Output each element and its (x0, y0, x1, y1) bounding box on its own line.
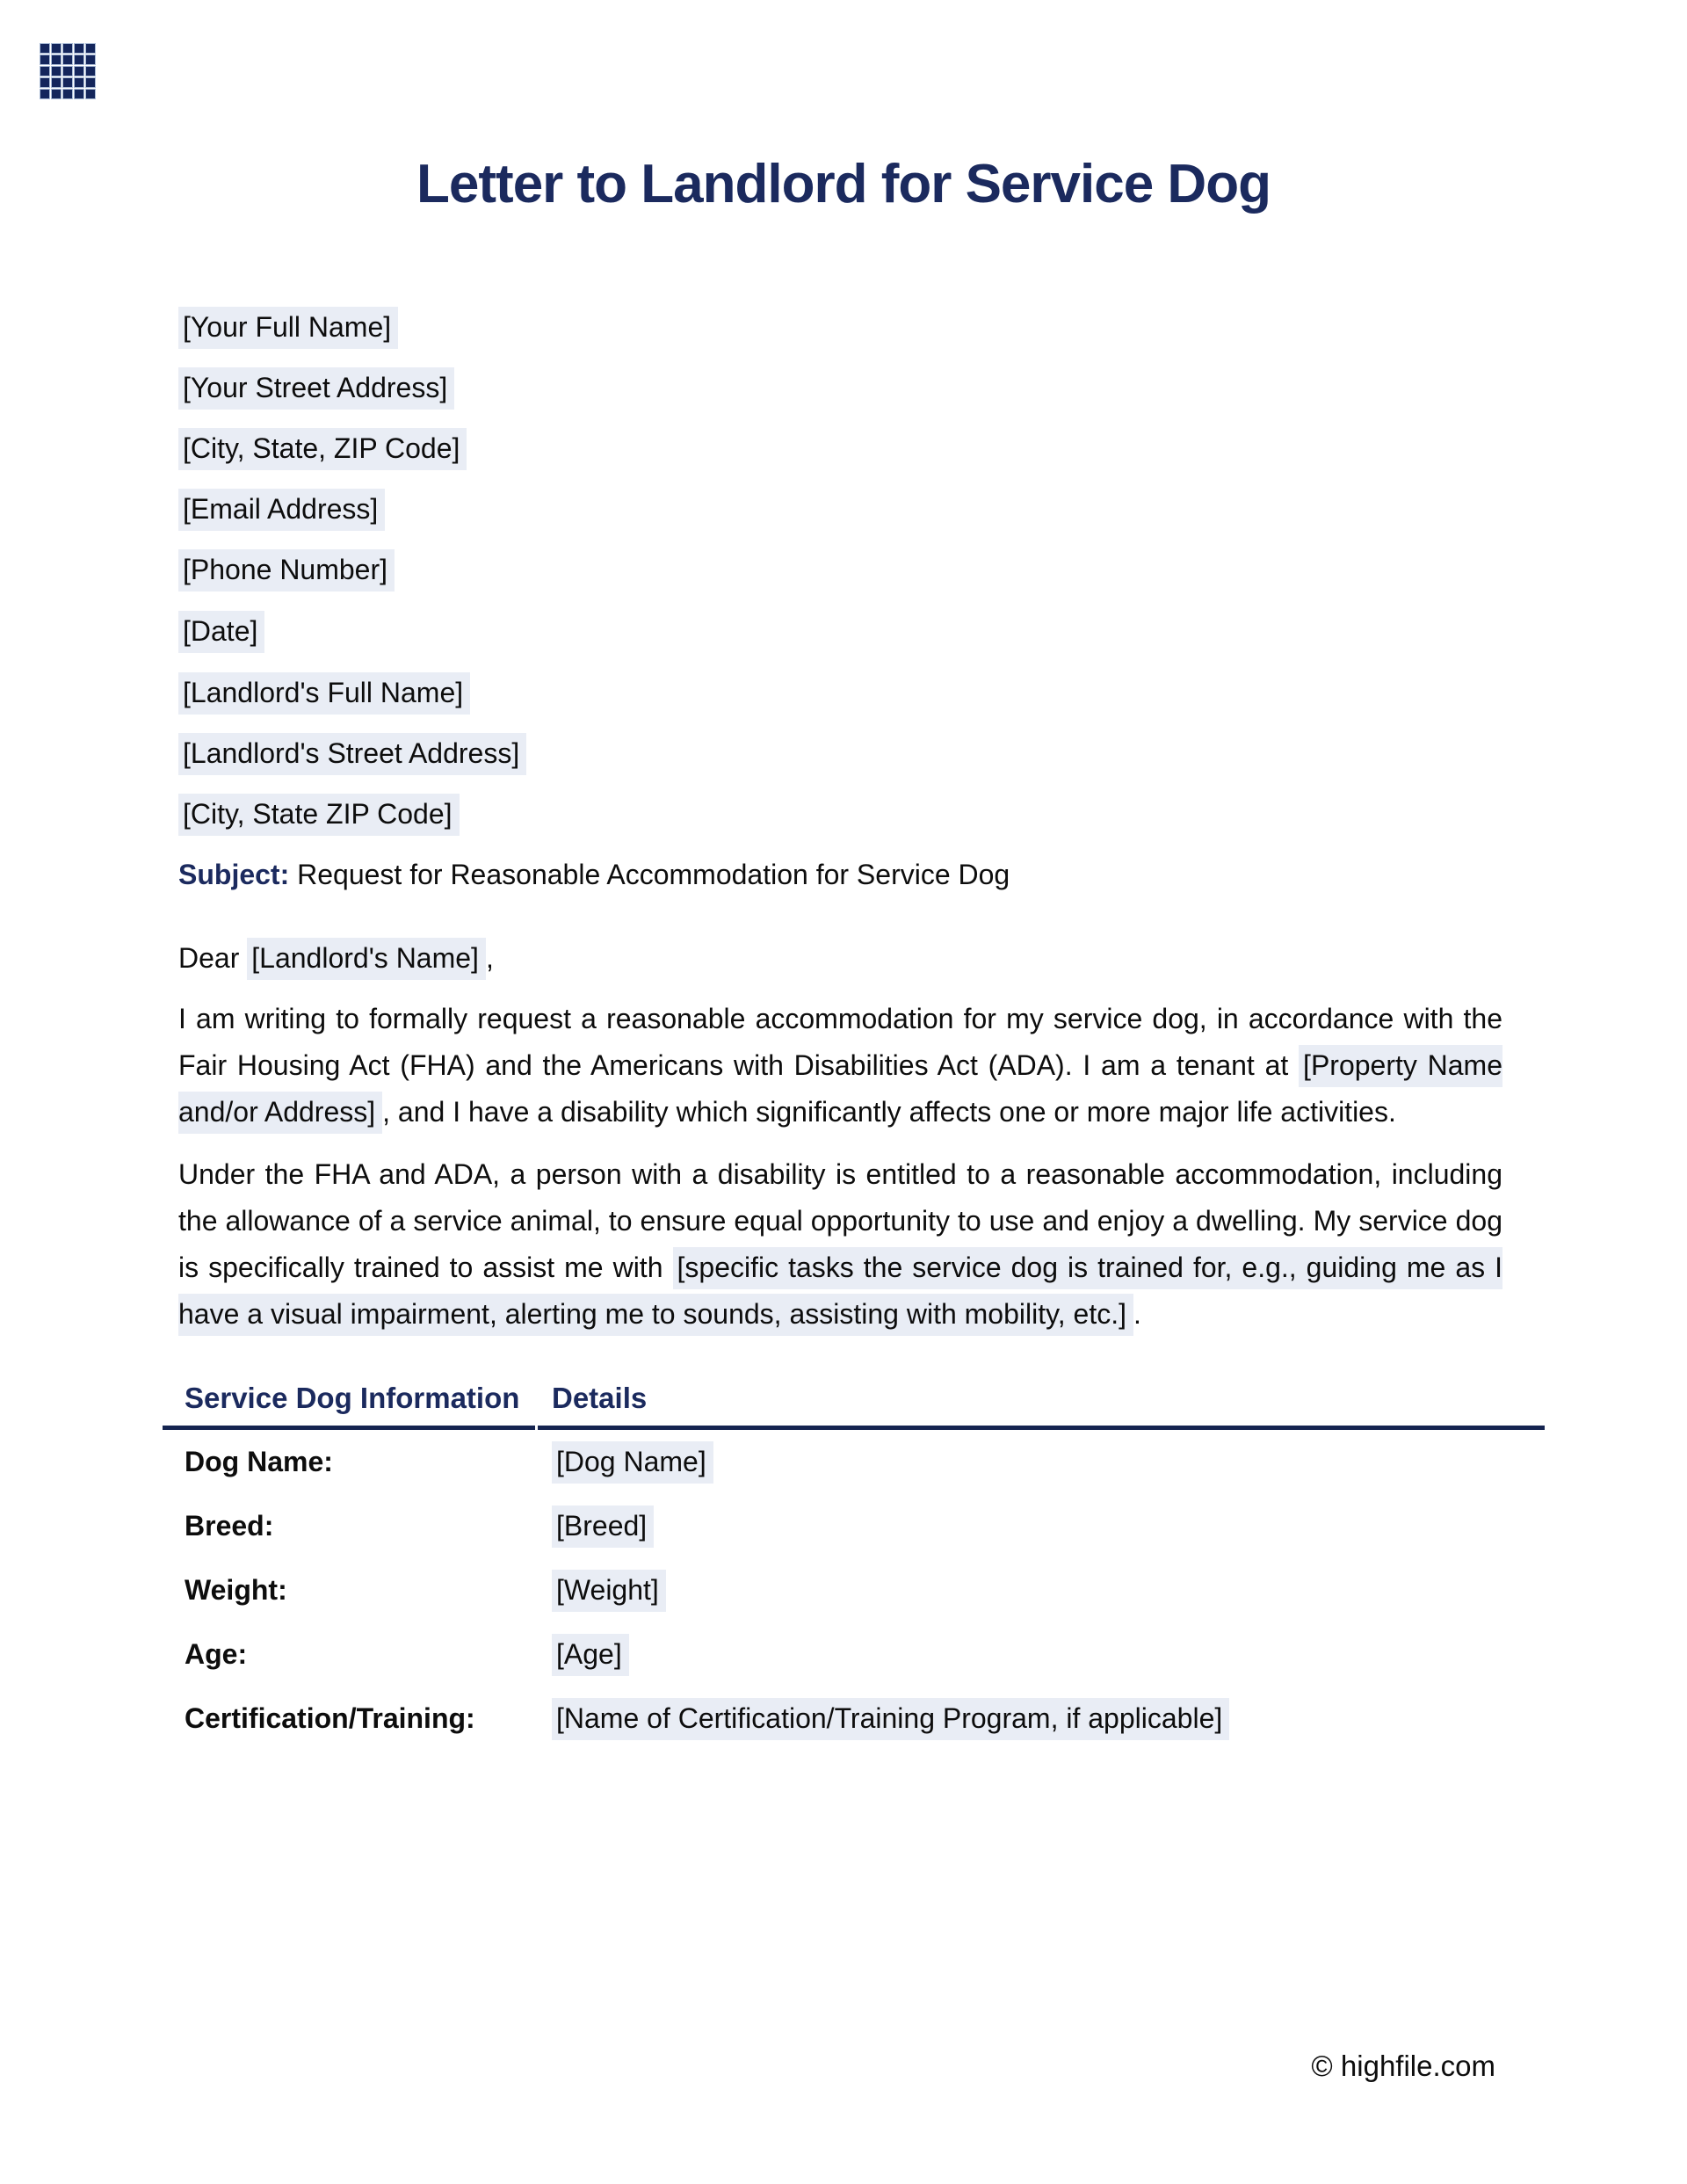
salutation-line (178, 939, 1502, 978)
date-placeholder[interactable]: [Date] (178, 611, 264, 653)
sender-name-placeholder[interactable]: [Your Full Name] (178, 307, 398, 349)
salutation-prefix: Dear (178, 942, 248, 974)
weight-cell (538, 1571, 1545, 1610)
logo-square (63, 90, 72, 98)
table-row (163, 1622, 1545, 1687)
sender-street-placeholder[interactable]: [Your Street Address] (178, 367, 454, 410)
landlord-street-line (178, 734, 1502, 773)
subject-label: Subject: (178, 859, 290, 890)
breed-label: Breed: (185, 1510, 274, 1542)
subject-line (178, 855, 1502, 895)
sender-street-line (178, 368, 1502, 408)
logo-square (40, 44, 49, 53)
date-line (178, 612, 1502, 651)
table-row (163, 1430, 1545, 1494)
landlord-city-placeholder[interactable]: [City, State ZIP Code] (178, 794, 460, 836)
logo-square (75, 78, 83, 87)
logo-square (52, 44, 61, 53)
logo-square (40, 78, 49, 87)
subject-text: Request for Reasonable Accommodation for Service Dog (289, 859, 1010, 890)
age-cell (538, 1635, 1545, 1674)
logo-square (52, 67, 61, 76)
logo-square (52, 90, 61, 98)
logo-square (75, 55, 83, 64)
sender-phone-placeholder[interactable]: [Phone Number] (178, 549, 395, 591)
sender-name-line (178, 308, 1502, 347)
sender-email-line (178, 490, 1502, 529)
salutation-landlord-placeholder[interactable]: [Landlord's Name] (247, 938, 486, 980)
tasks-placeholder[interactable]: [specific tasks the service dog is trained for, e.g., guiding me as I have a visual impairment, alerting me to sounds, assisting with mobility, etc.] (178, 1247, 1502, 1336)
logo-square (63, 78, 72, 87)
sender-email-placeholder[interactable]: [Email Address] (178, 489, 385, 531)
logo-square (86, 78, 95, 87)
logo-square (40, 55, 49, 64)
weight-label: Weight: (185, 1574, 287, 1606)
logo-square (86, 55, 95, 64)
logo-square (63, 55, 72, 64)
logo-square (40, 67, 49, 76)
highfile-grid-logo (40, 44, 95, 98)
logo-square (86, 44, 95, 53)
dog-name-cell (538, 1442, 1545, 1482)
dog-name-label: Dog Name: (185, 1446, 333, 1477)
landlord-name-placeholder[interactable]: [Landlord's Full Name] (178, 672, 470, 715)
logo-square (52, 78, 61, 87)
salutation-suffix: , (485, 942, 494, 974)
certification-placeholder[interactable]: [Name of Certification/Training Program, if applicable] (552, 1698, 1229, 1740)
logo-square (86, 67, 95, 76)
breed-placeholder[interactable]: [Breed] (552, 1506, 654, 1548)
sender-phone-line (178, 550, 1502, 590)
property-placeholder[interactable]: [Property Name and/or Address] (178, 1045, 1502, 1134)
table-row (163, 1687, 1545, 1751)
paragraph-request-text: I am writing to formally request a reasonable accommodation for my service dog, in accordance with the Fair Housing Act (FHA) and the Americans with Disabilities Act (ADA). I am a tenant at (178, 1003, 1502, 1081)
landlord-city-line (178, 795, 1502, 834)
certification-cell (538, 1699, 1545, 1738)
dog-name-placeholder[interactable]: [Dog Name] (552, 1441, 713, 1484)
letter-body (178, 308, 1502, 1751)
table-row (163, 1494, 1545, 1558)
sender-city-line (178, 429, 1502, 468)
service-dog-table (163, 1380, 1545, 1751)
table-header-details: Details (538, 1380, 1545, 1430)
paragraph-law (178, 1151, 1502, 1338)
sender-city-placeholder[interactable]: [City, State, ZIP Code] (178, 428, 467, 470)
paragraph-request-text-after: , and I have a disability which significantly affects one or more major life activities. (382, 1096, 1396, 1128)
paragraph-law-text: Under the FHA and ADA, a person with a disability is entitled to a reasonable accommodation, including the allowance of a service animal, to ensure equal opportunity to use and enjoy a dwelling. My service dog is specifically trained to assist me with (178, 1158, 1502, 1283)
paragraph-law-text-after: . (1133, 1298, 1141, 1330)
logo-square (40, 90, 49, 98)
weight-placeholder[interactable]: [Weight] (552, 1570, 666, 1612)
table-header-row (163, 1380, 1545, 1430)
logo-square (63, 67, 72, 76)
table-header-info: Service Dog Information (163, 1380, 535, 1430)
age-placeholder[interactable]: [Age] (552, 1634, 629, 1676)
landlord-street-placeholder[interactable]: [Landlord's Street Address] (178, 733, 526, 775)
paragraph-request (178, 996, 1502, 1136)
landlord-name-line (178, 673, 1502, 713)
logo-square (52, 55, 61, 64)
logo-square (75, 90, 83, 98)
breed-cell (538, 1506, 1545, 1546)
table-row (163, 1558, 1545, 1622)
logo-square (86, 90, 95, 98)
logo-square (75, 67, 83, 76)
page-title: Letter to Landlord for Service Dog (416, 154, 1271, 214)
certification-label: Certification/Training: (185, 1702, 475, 1734)
age-label: Age: (185, 1638, 248, 1670)
copyright-credit: © highfile.com (1311, 2050, 1495, 2082)
logo-square (63, 44, 72, 53)
logo-square (75, 44, 83, 53)
